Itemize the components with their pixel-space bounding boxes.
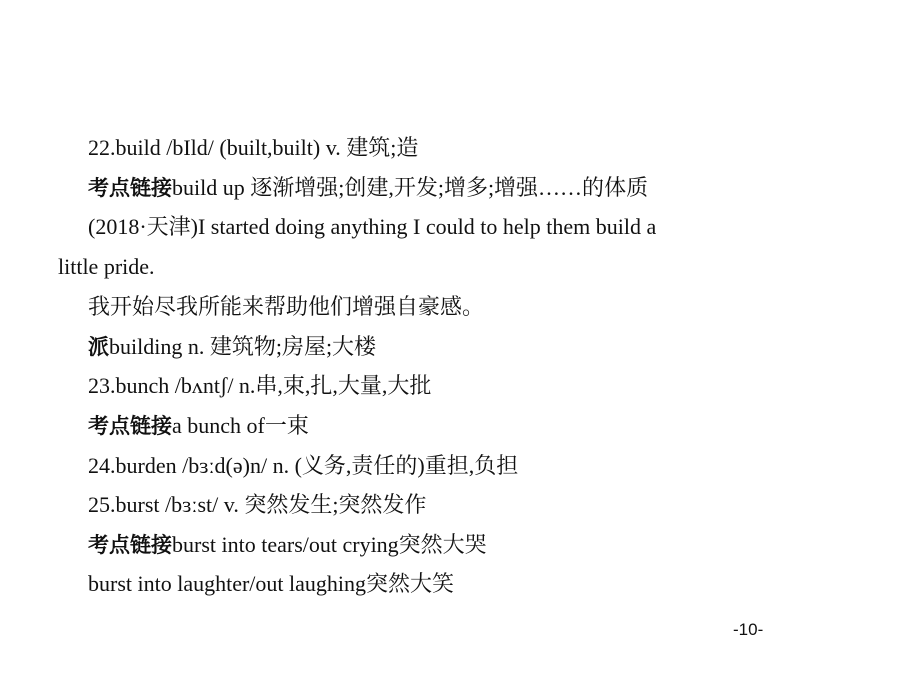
- entry-bunch: 23.bunch /bʌntʃ/ n.串,束,扎,大量,大批: [88, 373, 432, 398]
- entry-burst-link: [88, 530, 487, 560]
- exam-link-text: a bunch of一束: [172, 413, 309, 438]
- exam-link-tag: 考点链接: [88, 533, 172, 557]
- entry-burden: 24.burden /bɜːd(ə)n/ n. (义务,责任的)重担,负担: [88, 453, 519, 478]
- exam-link-tag: 考点链接: [88, 414, 172, 438]
- derivative-tag: 派: [88, 335, 109, 359]
- entry-burst: 25.burst /bɜːst/ v. 突然发生;突然发作: [88, 492, 427, 517]
- exam-link-text: build up 逐渐增强;创建,开发;增多;增强……的体质: [172, 175, 649, 200]
- example-translation: 我开始尽我所能来帮助他们增强自豪感。: [88, 294, 485, 319]
- example-sentence: (2018·天津)I started doing anything I could to help them build a: [88, 214, 657, 239]
- example-sentence-continued: little pride.: [58, 254, 155, 279]
- exam-link-tag: 考点链接: [88, 176, 172, 200]
- derivative-text: building n. 建筑物;房屋;大楼: [109, 334, 377, 359]
- entry-build-link: [88, 173, 648, 203]
- exam-link-text: burst into tears/out crying突然大哭: [172, 532, 487, 557]
- entry-build: 22.build /bIld/ (built,built) v. 建筑;造: [88, 135, 419, 160]
- derivative-building: [88, 332, 376, 362]
- entry-bunch-link: [88, 411, 309, 441]
- page-number: -10-: [733, 620, 764, 639]
- entry-burst-phrase: burst into laughter/out laughing突然大笑: [88, 571, 455, 596]
